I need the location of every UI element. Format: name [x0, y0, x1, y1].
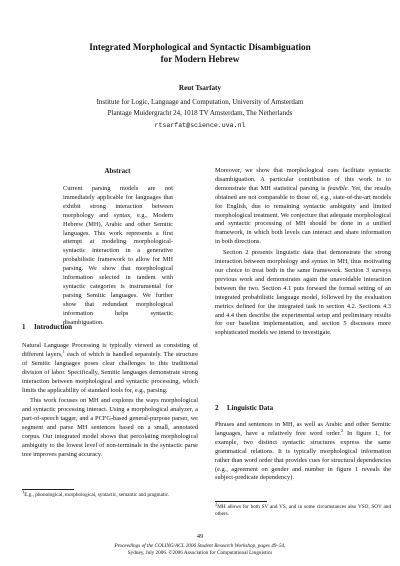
abstract-heading: Abstract	[104, 167, 131, 175]
right-column-body	[215, 167, 391, 338]
abstract-body	[63, 185, 173, 328]
right-paragraph-2: Section 2 presents linguistic data that demonstrate the strong interaction between morphology and syntax in MH, thus motivating our choice to treat both in the same framework. Section 3 surveys previous work and demonstrates again the unavoidable interaction between the two. Section 4.1 puts forward the formal setting of an integrated probabilistic language model, followed by the evaluation metrics defined for the integrated task in section 4.2. Sections 4.3 and 4.4 then describe the experimental setup and preliminary results for our baseline implementation, and section 5 discusses more sophisticated models we intend to investigate.	[215, 249, 391, 337]
section-1-heading	[22, 323, 72, 332]
title-line-1: Integrated Morphological and Syntactic Disambiguation	[89, 42, 311, 52]
section-1-title: Introduction	[34, 323, 72, 331]
section-2-heading	[215, 404, 273, 413]
linguistic-data-paragraph: Phrases and sentences in MH, as well as Arabic and other Semitic languages, have a relatively free word order.$^2$ In figure 1, for example, two distinct syntactic structures express the same grammatical relations. It is typically morphological information rather than word order that provides cues for structural dependencies (e.g., agreement on gender and number in figure 1 reveals the subject-predicate dependency).	[215, 421, 391, 482]
footnote-marker-2: 2	[340, 427, 344, 433]
footnote-2: $^2$MH allows for both SV and VS, and in some circumstances also VSO, SOV and others.	[215, 501, 391, 517]
footnote-marker-1: 1	[62, 348, 65, 354]
intro-paragraph-2: This work focuses on MH and explores the ways morphological and syntactic processing interact. Using a morphological analyzer, a part-of-speech tagger, and a PCFG-based general-purpose parser, we segment and parse MH sentences based on a small, annotated corpus. Our integrated model shows that percolating morphological ambiguity to the lowest level of non-terminals in the syntactic parse tree improves parsing accuracy.	[22, 397, 198, 458]
affiliation-line-1: Institute for Logic, Language and Computation, University of Amsterdam	[96, 98, 304, 106]
intro-paragraph-1: Natural Language Processing is typically viewed as consisting of different layers,$^1$ each of which is handled separately. The structure of Semitic languages poses clear challenges to this traditional division of labor. Specifically, Semitic languages demonstrate strong interaction between morphological and syntactic processing, which limits the applicability of standard tools for, e.g., parsing.	[22, 342, 199, 394]
footnote-1: $^1$E.g., phonological, morphological, syntactic, semantic and pragmatic.	[22, 489, 170, 498]
left-column-body	[22, 342, 198, 460]
title-line-2: for Modern Hebrew	[160, 54, 240, 64]
right-paragraph-1: Moreover, we show that morphological cues facilitate syntactic disambiguation. A particular contribution of this work is to demonstrate that MH statistical parsing is feasible. Yet, the results obtained are not comparable to those of, e.g., state-of-the-art models for English, due to remaining syntactic ambiguity and limited morphological treatment. We conjecture that adequate morphological and syntactic processing of MH should be done in a unified framework, in which both levels can interact and share information in both directions.	[215, 167, 391, 246]
page-number: 49	[196, 533, 204, 540]
section-1-number: 1	[22, 323, 26, 331]
affiliation-line-2: Plantage Muidergracht 24, 1018 TV Amsterdam, The Netherlands	[107, 109, 293, 117]
author-name: Reut Tsarfaty	[178, 84, 222, 92]
section-2-number: 2	[215, 404, 219, 412]
section-2-title: Linguistic Data	[227, 404, 274, 412]
abstract-text: Current parsing models are not immediately applicable for languages that exhibit strong interaction between morphology and syntax, e.g., Modern Hebrew (MH), Arabic and other Semitic languages. This work represents a first attempt at modeling morphological-syntactic interaction in a generative probabilistic framework to allow for MH parsing. We show that morphological information selected in tandem with syntactic categories is instrumental for parsing Semitic languages. We further show that redundant morphological information helps syntactic disambiguation.	[63, 185, 173, 326]
author-email: rtsarfat@science.uva.nl	[154, 122, 246, 129]
paper-title	[40, 41, 360, 65]
footnote-rule-left	[22, 489, 74, 490]
footnote-rule-right	[215, 501, 267, 502]
proceedings-line-1: Proceedings of the COLING/ACL 2006 Student Research Workshop, pages 49–54,	[114, 543, 286, 549]
linguistic-data-body	[215, 421, 391, 483]
proceedings-line-2: Sydney, July 2006. ©2006 Association for Computational Linguistics	[127, 550, 273, 556]
